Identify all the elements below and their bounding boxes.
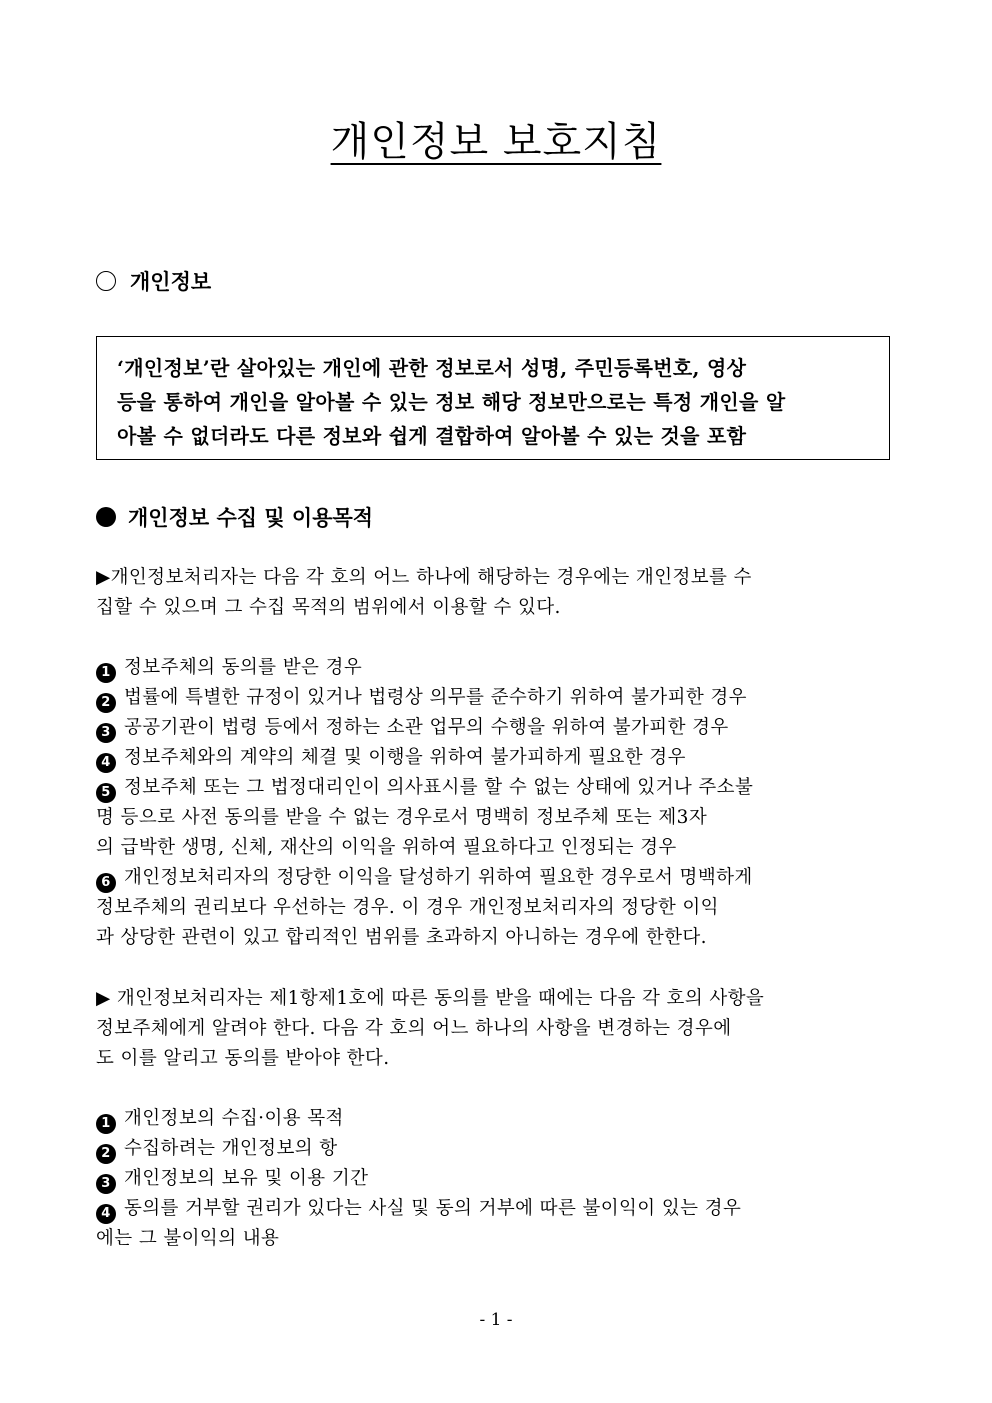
list-number-badge: 4: [96, 753, 116, 773]
list-item-text: 에는 그 불이익의 내용: [96, 1228, 280, 1249]
list-item: [96, 1164, 896, 1194]
list-item-text: 수집하려는 개인정보의 항: [124, 1138, 338, 1159]
section-heading-personal-info: [96, 266, 211, 296]
list-notification-items: [96, 1104, 896, 1254]
list-item-text: 공공기관이 법령 등에서 정하는 소관 업무의 수행을 위하여 불가피한 경우: [124, 717, 729, 738]
definition-box: [96, 336, 890, 460]
list-item: [96, 743, 896, 773]
definition-line: ‘개인정보’란 살아있는 개인에 관한 정보로서 성명, 주민등록번호, 영상: [117, 356, 747, 380]
paragraph-line: 도 이를 알리고 동의를 받아야 한다.: [96, 1048, 390, 1069]
list-number-badge: 6: [96, 873, 116, 893]
list-number-badge: 3: [96, 1174, 116, 1194]
list-item-text: 동의를 거부할 권리가 있다는 사실 및 동의 거부에 따른 불이익이 있는 경우: [124, 1198, 742, 1219]
list-number-badge: 1: [96, 1114, 116, 1134]
list-item-text: 정보주체 또는 그 법정대리인이 의사표시를 할 수 없는 상태에 있거나 주소불: [124, 777, 754, 798]
list-item-text: 의 급박한 생명, 신체, 재산의 이익을 위하여 필요하다고 인정되는 경우: [96, 837, 677, 858]
section-heading-collection-purpose: [96, 502, 373, 532]
open-circle-icon: [96, 271, 116, 291]
list-item: [96, 803, 896, 833]
paragraph-line: 정보주체에게 알려야 한다. 다음 각 호의 어느 하나의 사항을 변경하는 경우에: [96, 1018, 732, 1039]
list-item: [96, 833, 896, 863]
list-item-text: 개인정보의 보유 및 이용 기간: [124, 1168, 369, 1189]
list-number-badge: 2: [96, 1144, 116, 1164]
list-item: [96, 863, 896, 893]
list-item: [96, 683, 896, 713]
section-heading-text: 개인정보 수집 및 이용목적: [128, 505, 374, 530]
list-item-text: 정보주체의 권리보다 우선하는 경우. 이 경우 개인정보처리자의 정당한 이익: [96, 897, 719, 918]
list-item: [96, 923, 896, 953]
list-item: [96, 653, 896, 683]
list-item: [96, 1224, 896, 1254]
document-title: 개인정보 보호지침: [330, 119, 662, 165]
definition-line: 등을 통하여 개인을 알아볼 수 있는 정보 해당 정보만으로는 특정 개인을 알: [117, 390, 786, 414]
list-item-text: 개인정보처리자의 정당한 이익을 달성하기 위하여 필요한 경우로서 명백하게: [124, 867, 753, 888]
list-item: [96, 1104, 896, 1134]
list-item: [96, 773, 896, 803]
list-item: [96, 1194, 896, 1224]
list-number-badge: 4: [96, 1204, 116, 1224]
list-item: [96, 893, 896, 923]
paragraph-line: 집할 수 있으며 그 수집 목적의 범위에서 이용할 수 있다.: [96, 597, 561, 618]
paragraph-line: ▶개인정보처리자는 다음 각 호의 어느 하나에 해당하는 경우에는 개인정보를 수: [96, 567, 752, 588]
page-number: - 1 -: [479, 1310, 513, 1330]
list-item-text: 과 상당한 관련이 있고 합리적인 범위를 초과하지 아니하는 경우에 한한다.: [96, 927, 707, 948]
list-number-badge: 1: [96, 663, 116, 683]
paragraph-line: ▶ 개인정보처리자는 제1항제1호에 따른 동의를 받을 때에는 다음 각 호의 사항을: [96, 988, 765, 1009]
list-item: [96, 713, 896, 743]
list-item-text: 개인정보의 수집·이용 목적: [124, 1108, 344, 1129]
list-item: [96, 1134, 896, 1164]
section-heading-text: 개인정보: [130, 269, 212, 294]
definition-line: 아볼 수 없더라도 다른 정보와 쉽게 결합하여 알아볼 수 있는 것을 포함: [117, 424, 747, 448]
filled-circle-icon: [96, 507, 116, 527]
list-item-text: 법률에 특별한 규정이 있거나 법령상 의무를 준수하기 위하여 불가피한 경우: [124, 687, 747, 708]
list-number-badge: 5: [96, 783, 116, 803]
list-item-text: 정보주체와의 계약의 체결 및 이행을 위하여 불가피하게 필요한 경우: [124, 747, 686, 768]
list-number-badge: 2: [96, 693, 116, 713]
paragraph-collection-conditions: [96, 563, 896, 623]
list-number-badge: 3: [96, 723, 116, 743]
paragraph-notification-duty: [96, 984, 896, 1074]
document-title-block: [0, 110, 992, 167]
list-collection-cases: [96, 653, 896, 953]
list-item-text: 명 등으로 사전 동의를 받을 수 없는 경우로서 명백히 정보주체 또는 제3자: [96, 807, 708, 828]
list-item-text: 정보주체의 동의를 받은 경우: [124, 657, 363, 678]
